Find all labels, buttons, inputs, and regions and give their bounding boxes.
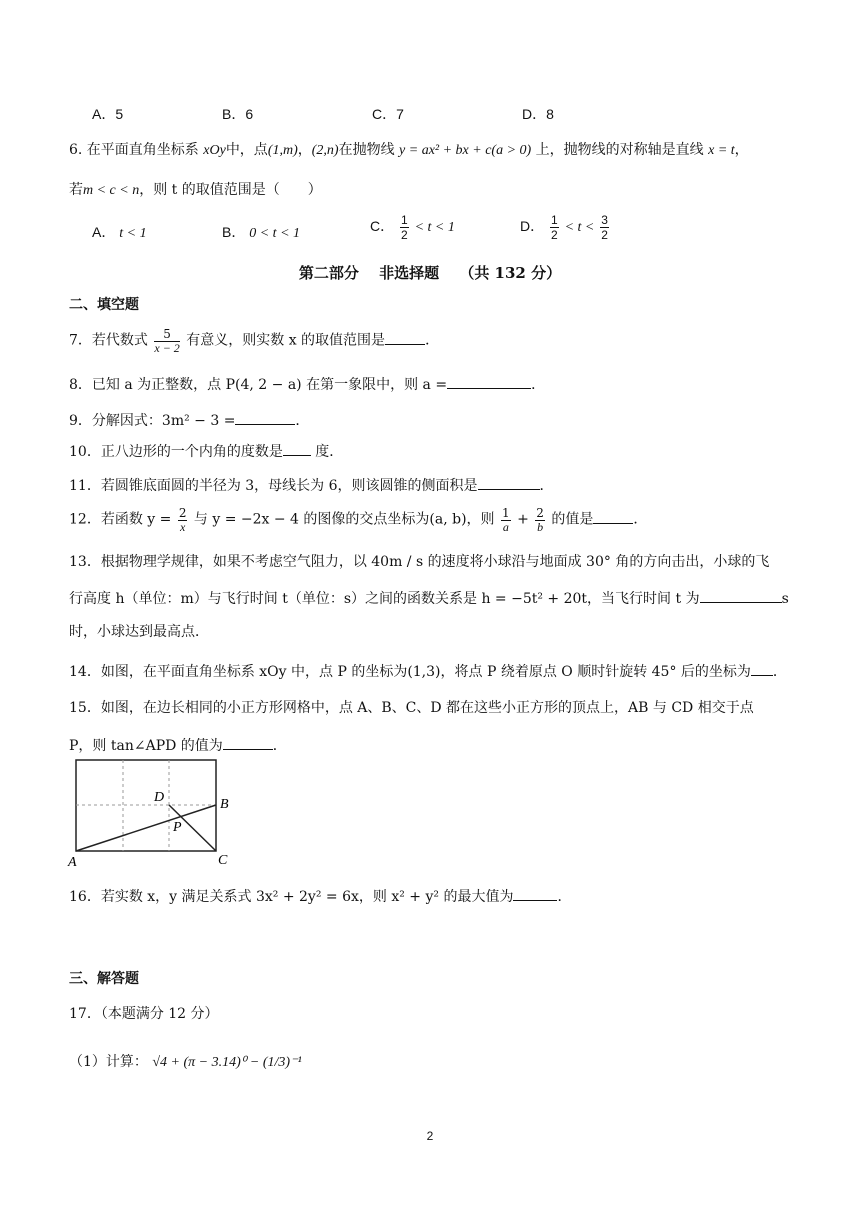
q6-option-a: A． t < 1: [92, 224, 147, 241]
answer-blank: [283, 443, 311, 456]
label-c: C: [218, 853, 228, 868]
q6-stem-line1: 6. 在平面直角坐标系 xOy中，点(1,m)，(2,n)在抛物线 y = ax² + bx + c(a > 0) 上，抛物线的对称轴是直线 x = t，: [69, 142, 749, 158]
question-13-line1: 13．根据物理学规律，如果不考虑空气阻力，以 40m / s 的速度将小球沿与地面成 30° 角的方向击出，小球的飞: [69, 554, 770, 570]
q6-option-b: B． 0 < t < 1: [222, 224, 301, 241]
question-8: 8．已知 a 为正整数，点 P(4, 2 − a) 在第一象限中，则 a = ．: [69, 377, 546, 393]
question-17-part1: （1）计算： √4 + (π − 3.14)⁰ − (1/3)⁻¹: [69, 1054, 302, 1070]
question-13-line2: 行高度 h（单位：m）与飞行时间 t（单位：s）之间的函数关系是 h = −5t² + 20t，当飞行时间 t 为 s: [69, 591, 789, 607]
question-15-line2: P，则 tan∠APD 的值为 ．: [69, 738, 287, 754]
question-11: 11．若圆锥底面圆的半径为 3，母线长为 6，则该圆锥的侧面积是 ．: [69, 478, 554, 494]
answer-blank: [700, 590, 782, 603]
question-15-line1: 15．如图，在边长相同的小正方形网格中，点 A、B、C、D 都在这些小正方形的顶点上，AB 与 CD 相交于点: [69, 700, 754, 716]
q5-option-b: B．6: [222, 106, 254, 122]
segment-ab: [76, 805, 216, 851]
question-14: 14．如图，在平面直角坐标系 xOy 中，点 P 的坐标为(1,3)，将点 P 绕着原点 O 顺时针旋转 45° 后的坐标为 ．: [69, 664, 787, 680]
q5-option-d: D．8: [522, 106, 554, 122]
question-12: 12．若函数 y = $\frac{2}{x}$ 与 y = −2x − 4 的图像的交点坐标为(a, b)，则 $\frac{1}{a}$ + $\frac{2}{b}$ 的值是 ．: [69, 506, 648, 534]
answer-blank: [751, 663, 773, 676]
question-9: 9．分解因式：3m² − 3 = ．: [69, 413, 310, 429]
part-two-heading: 第二部分 非选择题 （共 132 分）: [298, 264, 562, 282]
label-d: D: [154, 790, 165, 805]
question-7: 7．若代数式 $\frac{5}{x - 2}$ 有意义，则实数 x 的取值范围是 ．: [69, 327, 440, 355]
label-p: P: [173, 820, 182, 835]
q5-option-c: C．7: [372, 106, 404, 122]
question-13-line3: 时，小球达到最高点．: [69, 624, 209, 640]
answer-blank: [513, 888, 557, 901]
q5-option-a: A．5: [92, 106, 124, 122]
question-16: 16．若实数 x，y 满足关系式 3x² + 2y² = 6x，则 x² + y² 的最大值为 ．: [69, 889, 572, 905]
section-answer-heading: 三、解答题: [69, 971, 139, 987]
question-17-title: 17．（本题满分 12 分）: [69, 1006, 219, 1022]
answer-blank: [223, 737, 273, 750]
q6-stem-line2: 若m < c < n，则 t 的取值范围是（ ）: [69, 182, 322, 198]
label-a: A: [68, 855, 77, 868]
grid-figure: [66, 756, 246, 868]
page-number: 2: [426, 1129, 434, 1143]
answer-blank: [478, 477, 540, 490]
answer-blank: [593, 511, 633, 524]
question-10: 10．正八边形的一个内角的度数是 度．: [69, 444, 344, 460]
answer-blank: [447, 376, 531, 389]
q6-option-c: C． $\frac{1}{2}$ < t < 1: [370, 213, 455, 242]
q6-option-d: D． $\frac{1}{2}$ < t < $\frac{3}{2}$: [520, 213, 608, 242]
label-b: B: [220, 797, 229, 812]
answer-blank: [385, 332, 425, 345]
section-fill-in-heading: 二、填空题: [69, 297, 139, 313]
answer-blank: [235, 412, 295, 425]
